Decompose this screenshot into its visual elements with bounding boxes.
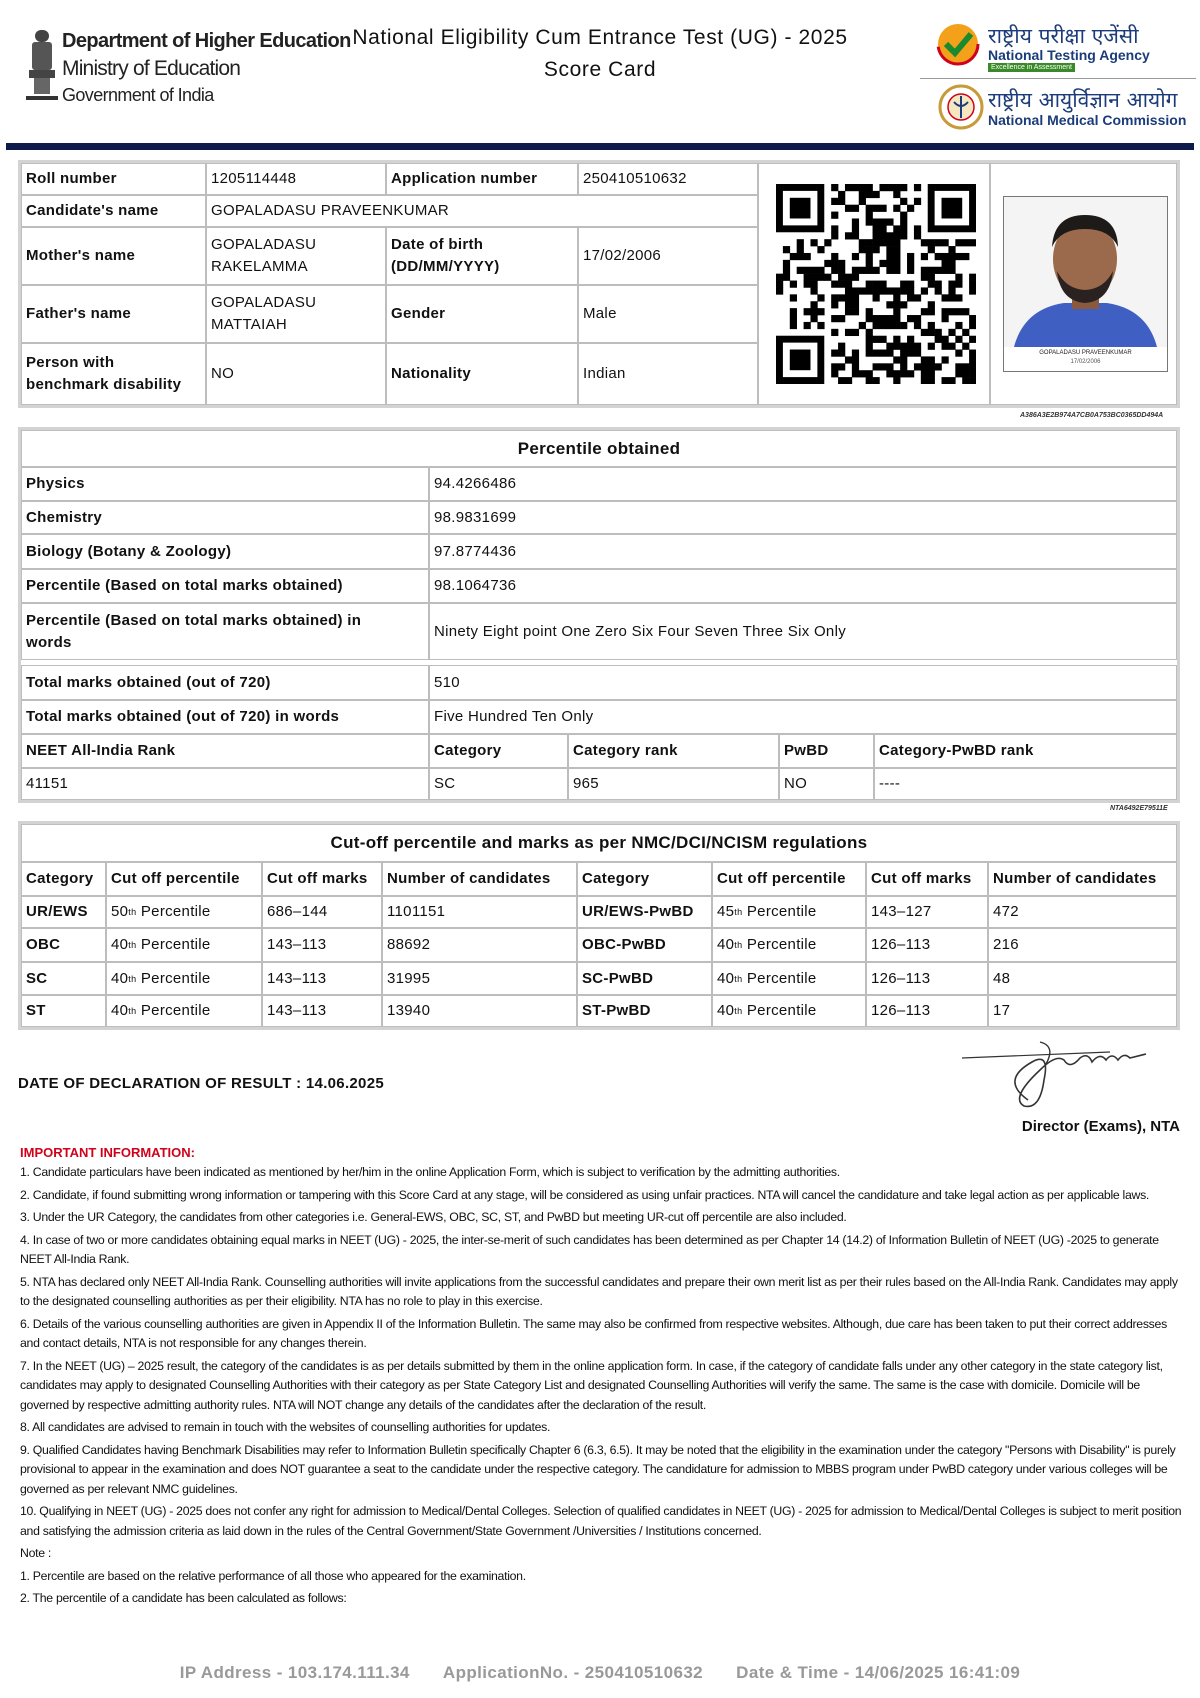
cutoff-header-pwbd-cutoff-marks: Cut off marks: [866, 862, 988, 896]
application-number-label: Application number: [386, 163, 578, 195]
important-note: 5. NTA has declared only NEET All-India Rank. Counselling authorities will invite applications from the successful candidates and prepare their own merit list as per their rules based on the All-India Rank. Candidates may apply to the designated counselling authorities as per their eligibility. NTA has no role to play in this exercise.: [20, 1274, 1178, 1308]
cutoff-header-pwbd-category: Category: [577, 862, 712, 896]
ordinal-suffix: th: [734, 1006, 743, 1016]
nmc-english-name: National Medical Commission: [988, 112, 1187, 128]
verification-code: A386A3E2B974A7CB0A753BC0365DD494A: [1020, 412, 1164, 419]
national-emblem-icon: [26, 26, 58, 104]
qr-code-icon: [776, 184, 976, 384]
dob-label-line-1: Date of birth: [391, 236, 484, 253]
roll-number-value: 1205114448: [206, 163, 386, 195]
pwbd-cutoff-marks: 126–113: [866, 962, 988, 995]
cutoff-percentile-cell: [106, 995, 262, 1027]
father-name-line-2: MATTAIAH: [211, 316, 288, 333]
application-number-value: 250410510632: [578, 163, 758, 195]
gender-label: Gender: [386, 285, 578, 343]
percentile-row-label: Physics: [21, 467, 429, 501]
pwbd-cutoff-marks: 126–113: [866, 928, 988, 962]
percentile-row-label: Chemistry: [21, 501, 429, 534]
category-pwbd-rank-value: ----: [874, 768, 1177, 800]
father-name-value: [206, 285, 386, 343]
total-marks-label: Total marks obtained (out of 720): [21, 665, 429, 700]
cutoff-percentile-word: Percentile: [136, 969, 211, 987]
cutoff-candidates: 88692: [382, 928, 577, 962]
cutoff-marks: 143–113: [262, 962, 382, 995]
nationality-label: Nationality: [386, 343, 578, 405]
candidate-name-label: Candidate's name: [21, 195, 206, 227]
footer-ip-address: IP Address - 103.174.111.34: [179, 1663, 410, 1682]
pwbd-category: SC-PwBD: [577, 962, 712, 995]
pwbd-value: NO: [779, 768, 874, 800]
percentile-row-label: Biology (Botany & Zoology): [21, 534, 429, 569]
mother-name-label: Mother's name: [21, 227, 206, 285]
cutoff-percentile-cell: [106, 928, 262, 962]
pwbd-cutoff-marks: 126–113: [866, 995, 988, 1027]
percentile-words-label-line-2: words: [26, 633, 72, 651]
important-note: 4. In case of two or more candidates obtaining equal marks in NEET (UG) - 2025, the inter-se-merit of such candidates has been determined as per Chapter 14 (14.2) of Information Bulletin of NEET (UG) -2025 to generate NEET All-India Rank.: [20, 1232, 1159, 1266]
cutoff-marks: 143–113: [262, 995, 382, 1027]
father-name-label: Father's name: [21, 285, 206, 343]
pwd-label-line-2: benchmark disability: [26, 376, 182, 393]
cutoff-category: OBC: [21, 928, 106, 962]
cutoff-header-cutoff-marks: Cut off marks: [262, 862, 382, 896]
pwbd-cutoff-percentile-number: 40: [717, 969, 735, 987]
pwbd-cutoff-percentile-word: Percentile: [742, 969, 817, 987]
cutoff-percentile-word: Percentile: [136, 903, 211, 920]
important-note: 1. Percentile are based on the relative performance of all those who appeared for the examination.: [20, 1568, 526, 1583]
cutoff-percentile-number: 40: [111, 936, 129, 953]
mother-name-value: [206, 227, 386, 285]
nta-english-name: National Testing Agency: [988, 47, 1150, 63]
pwbd-cutoff-percentile-number: 40: [717, 936, 735, 953]
director-title: Director (Exams), NTA: [1021, 1118, 1180, 1135]
declaration-date: DATE OF DECLARATION OF RESULT : 14.06.2025: [18, 1075, 384, 1092]
pwbd-category: OBC-PwBD: [577, 928, 712, 962]
title-line-1: National Eligibility Cum Entrance Test (UG) - 2025: [352, 26, 848, 49]
cutoff-category: SC: [21, 962, 106, 995]
dept-line-2: Ministry of Education: [62, 57, 241, 80]
cutoff-header-cutoff-percentile: Cut off percentile: [106, 862, 262, 896]
percentile-heading: Percentile obtained: [21, 430, 1177, 467]
category-pwbd-rank-header: Category-PwBD rank: [874, 734, 1177, 768]
percentile-words-label-line-1: Percentile (Based on total marks obtained) in: [26, 611, 362, 629]
important-note: 3. Under the UR Category, the candidates from other categories i.e. General-EWS, OBC, SC, ST, and PwBD but meeting UR-cut off percentile are also included.: [20, 1210, 847, 1224]
pwbd-cutoff-marks: 143–127: [866, 896, 988, 928]
cutoff-candidates: 1101151: [382, 896, 577, 928]
cutoff-heading: Cut-off percentile and marks as per NMC/DCI/NCISM regulations: [21, 824, 1177, 862]
cutoff-header-pwbd-cutoff-percentile: Cut off percentile: [712, 862, 866, 896]
percentile-words-label: [21, 603, 429, 660]
important-note: 8. All candidates are advised to remain in touch with the websites of counselling authorities for updates.: [20, 1420, 551, 1434]
important-note: 7. In the NEET (UG) – 2025 result, the category of the candidates is as per details submitted by them in the online application form. In case, if the category of candidate falls under any other category in the state category list, candidates may apply to designated Counselling Authorities with their category as per State Category List and designated Counselling Authorities will verify the same. The same is the case with domicile. Domicile will be governed by respective admitting authority rules. NTA will NOT change any details of the candidates after the declaration of the result.: [20, 1358, 1163, 1412]
important-note: 6. Details of the various counselling authorities are given in Appendix II of the Information Bulletin. The same may also be confirmed from respective websites. Although, due care has been taken to put their correct addresses and contact details, NTA is not responsible for any changes therein.: [20, 1316, 1167, 1350]
gender-value: Male: [578, 285, 758, 343]
cutoff-candidates: 31995: [382, 962, 577, 995]
page-header: [0, 0, 1200, 150]
cutoff-percentile-number: 40: [111, 1002, 129, 1019]
pwbd-candidates: 48: [988, 962, 1177, 995]
ordinal-suffix: th: [128, 1006, 137, 1016]
pwbd-candidates: 472: [988, 896, 1177, 928]
pwbd-cutoff-percentile-word: Percentile: [742, 1002, 817, 1019]
roll-number-label: Roll number: [21, 163, 206, 195]
title-line-2: Score Card: [543, 58, 657, 81]
nationality-value: Indian: [578, 343, 758, 405]
verification-code-2: NTA6492E79511E: [1110, 805, 1168, 812]
header-bar: [6, 143, 1194, 150]
cutoff-category: ST: [21, 995, 106, 1027]
category-header: Category: [429, 734, 568, 768]
father-name-line-1: GOPALADASU: [211, 294, 317, 311]
cutoff-marks: 143–113: [262, 928, 382, 962]
pwbd-candidates: 216: [988, 928, 1177, 962]
dob-label: [386, 227, 578, 285]
photo-caption-name: GOPALADASU PRAVEENKUMAR: [1039, 350, 1132, 356]
pwbd-cutoff-percentile-word: Percentile: [742, 936, 817, 953]
important-info-heading: IMPORTANT INFORMATION:: [20, 1145, 195, 1160]
cutoff-percentile-number: 40: [111, 969, 129, 987]
pwd-label-line-1: Person with: [26, 354, 115, 371]
nmc-hindi-name: राष्ट्रीय आयुर्विज्ञान आयोग: [988, 88, 1178, 112]
cutoff-percentile-word: Percentile: [136, 1002, 211, 1019]
important-note: Note :: [20, 1546, 52, 1560]
pwbd-cutoff-percentile-cell: [712, 896, 866, 928]
ordinal-suffix: th: [734, 940, 743, 950]
cutoff-header-pwbd-number-of-candidates: Number of candidates: [988, 862, 1177, 896]
percentile-row-value: 97.8774436: [429, 534, 1177, 569]
candidate-name-value: GOPALADASU PRAVEENKUMAR: [206, 195, 758, 227]
important-note: 1. Candidate particulars have been indicated as mentioned by her/him in the online Application Form, which is subject to verification by the admitting authorities.: [20, 1165, 840, 1179]
important-note: 2. Candidate, if found submitting wrong information or tampering with this Score Card at any stage, will be considered as using unfair practices. NTA will cancel the candidature and take legal action as per applicable laws.: [20, 1187, 1150, 1202]
pwbd-category: ST-PwBD: [577, 995, 712, 1027]
percentile-row-label: Percentile (Based on total marks obtained): [21, 569, 429, 603]
category-rank-value: 965: [568, 768, 779, 800]
candidate-photo-image: [1004, 197, 1167, 347]
cutoff-header-number-of-candidates: Number of candidates: [382, 862, 577, 896]
pwbd-header: PwBD: [779, 734, 874, 768]
mother-name-line-2: RAKELAMMA: [211, 258, 308, 275]
percentile-words-value: Ninety Eight point One Zero Six Four Seven Three Six Only: [429, 603, 1177, 660]
ordinal-suffix: th: [734, 973, 743, 984]
total-marks-value: 510: [429, 665, 1177, 700]
nta-logo-icon: [936, 22, 980, 66]
pwbd-cutoff-percentile-number: 45: [717, 903, 735, 920]
photo-caption-date: 17/02/2006: [1070, 359, 1101, 365]
nta-hindi-name: राष्ट्रीय परीक्षा एजेंसी: [988, 24, 1139, 48]
percentile-row-value: 98.9831699: [429, 501, 1177, 534]
total-marks-words-value: Five Hundred Ten Only: [429, 700, 1177, 734]
pwbd-cutoff-percentile-word: Percentile: [742, 903, 817, 920]
cutoff-header-category: Category: [21, 862, 106, 896]
important-note: 9. Qualified Candidates having Benchmark Disabilities may refer to Information Bulletin specifically Chapter 6 (6.3, 6.5). It may be noted that the eligibility in the examination under the category "Persons with Disability" is purely provisional to appear in the examination and does NOT guarantee a seat to the candidate under the respective category. The candidature for admission to MBBS program under PwBD category under various colleges will be governed as per relevant NMC guidelines.: [20, 1442, 1176, 1496]
pwbd-cutoff-percentile-cell: [712, 962, 866, 995]
header-separator: [920, 78, 1196, 79]
ordinal-suffix: th: [734, 907, 743, 917]
dept-line-1: Department of Higher Education: [62, 30, 351, 52]
page-footer: [0, 1663, 1200, 1683]
all-india-rank-value: 41151: [21, 768, 429, 800]
cutoff-marks: 686–144: [262, 896, 382, 928]
important-info-notes: [20, 1163, 1185, 1612]
mother-name-line-1: GOPALADASU: [211, 236, 317, 253]
important-note: 2. The percentile of a candidate has been calculated as follows:: [20, 1591, 347, 1605]
cutoff-percentile-number: 50: [111, 903, 129, 920]
pwbd-candidates: 17: [988, 995, 1177, 1027]
pwd-label: [21, 343, 206, 405]
nmc-logo-icon: [938, 84, 984, 130]
cutoff-percentile-word: Percentile: [136, 936, 211, 953]
dept-line-3: Government of India: [62, 85, 214, 105]
total-marks-words-label: Total marks obtained (out of 720) in words: [21, 700, 429, 734]
pwd-value: NO: [206, 343, 386, 405]
dob-label-line-2: (DD/MM/YYYY): [391, 258, 500, 275]
cutoff-percentile-cell: [106, 896, 262, 928]
ordinal-suffix: th: [128, 940, 137, 950]
cutoff-candidates: 13940: [382, 995, 577, 1027]
category-rank-header: Category rank: [568, 734, 779, 768]
percentile-row-value: 98.1064736: [429, 569, 1177, 603]
page-title: [300, 22, 900, 86]
cutoff-percentile-cell: [106, 962, 262, 995]
nta-tagline: Excellence in Assessment: [988, 63, 1075, 72]
footer-date-time: Date & Time - 14/06/2025 16:41:09: [736, 1663, 1021, 1682]
all-india-rank-header: NEET All-India Rank: [21, 734, 429, 768]
important-note: 10. Qualifying in NEET (UG) - 2025 does not confer any right for admission to Medical/Dental Colleges. Selection of qualified candidates in NEET (UG) - 2025 for admission to Medical/Dental Colleges is subject to merit position and satisfying the admission criteria as laid down in the rules of the Central Government/State Government /Universities / Institutions concerned.: [20, 1504, 1182, 1538]
percentile-row-value: 94.4266486: [429, 467, 1177, 501]
candidate-photo: [1003, 196, 1168, 372]
director-signature-icon: [960, 1040, 1160, 1115]
pwbd-cutoff-percentile-cell: [712, 995, 866, 1027]
cutoff-category: UR/EWS: [21, 896, 106, 928]
pwbd-category: UR/EWS-PwBD: [577, 896, 712, 928]
footer-application-number: ApplicationNo. - 250410510632: [442, 1663, 704, 1682]
ordinal-suffix: th: [128, 973, 137, 984]
ordinal-suffix: th: [128, 907, 137, 917]
pwbd-cutoff-percentile-cell: [712, 928, 866, 962]
dob-value: 17/02/2006: [578, 227, 758, 285]
category-value: SC: [429, 768, 568, 800]
pwbd-cutoff-percentile-number: 40: [717, 1002, 735, 1019]
